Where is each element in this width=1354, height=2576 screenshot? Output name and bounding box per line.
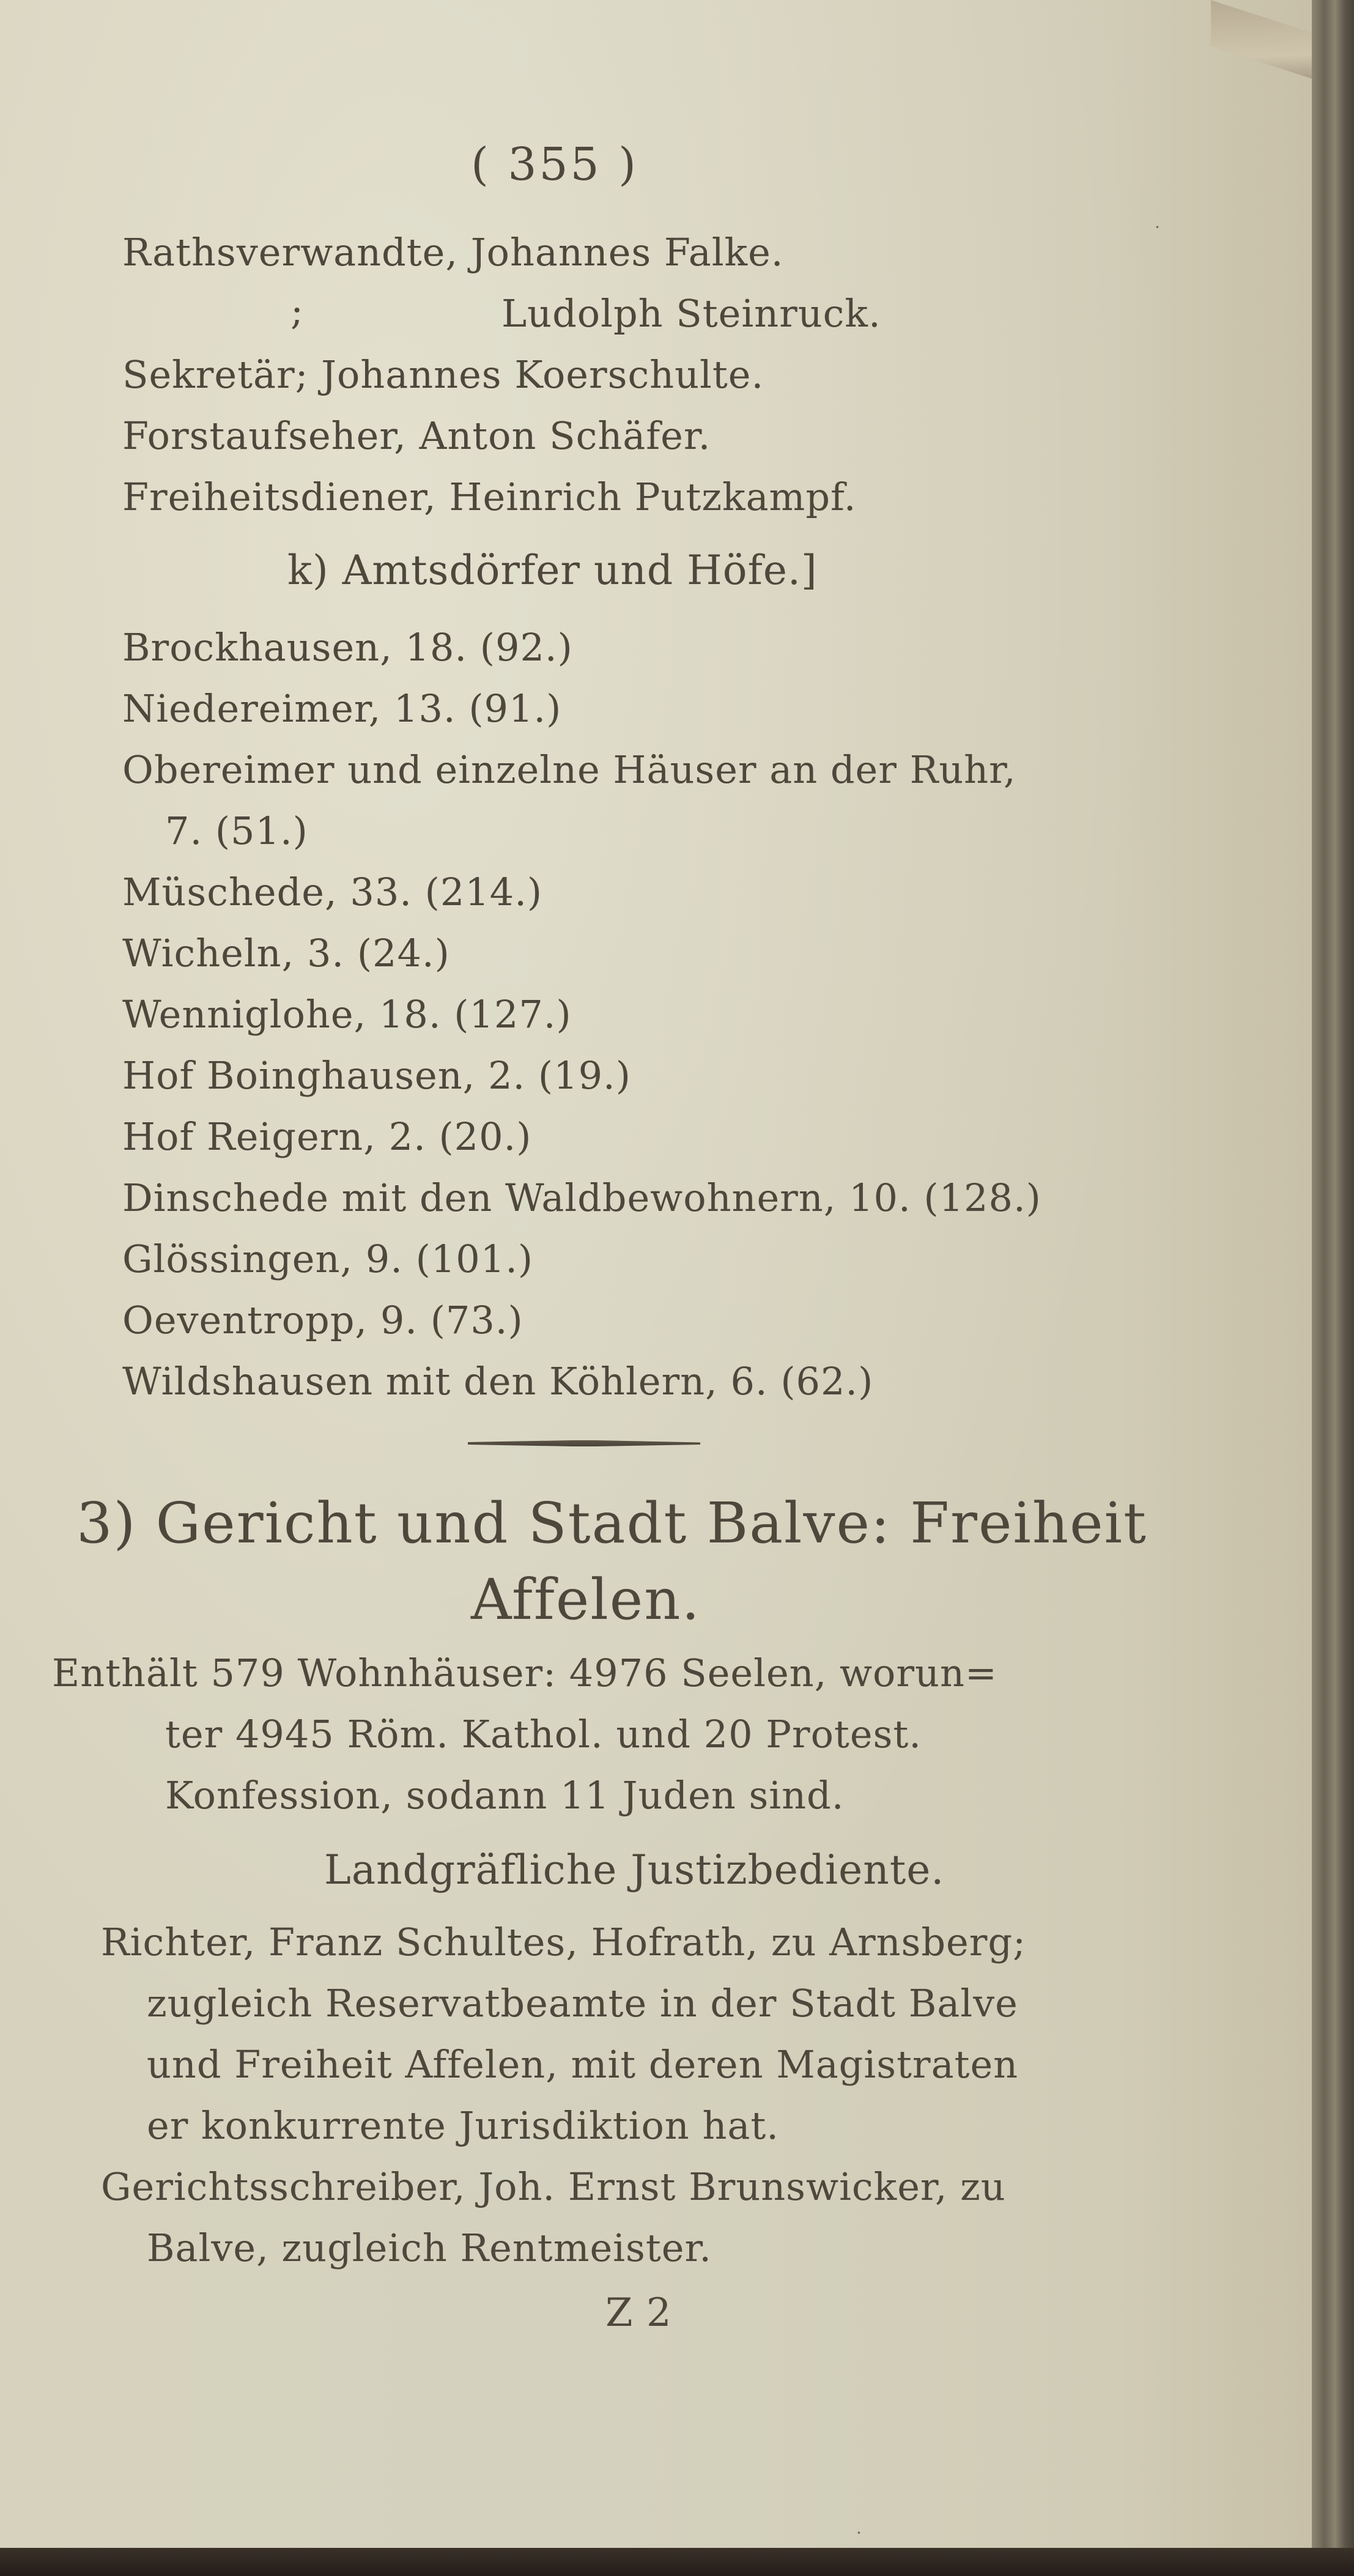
summary-line: Enthält 579 Wohnhäuser: 4976 Seelen, worun=: [52, 1651, 997, 1695]
justice-officials-heading: Landgräfliche Justizbediente.: [324, 1846, 945, 1893]
judge-entry-cont: er konkurrente Jurisdiktion hat.: [147, 2103, 779, 2148]
village-entry: Oeventropp, 9. (73.): [122, 1298, 523, 1342]
village-entry-continuation: 7. (51.): [165, 809, 308, 853]
signature-mark: Z 2: [605, 2290, 672, 2336]
village-entry: Hof Reigern, 2. (20.): [122, 1114, 532, 1159]
official-line: Sekretär; Johannes Koerschulte.: [122, 352, 764, 397]
book-binding-edge: [1312, 0, 1354, 2576]
summary-line: ter 4945 Röm. Kathol. und 20 Protest.: [165, 1712, 922, 1756]
ditto-mark: ;: [290, 289, 304, 333]
judge-entry-cont: zugleich Reservatbeamte in der Stadt Balve: [147, 1981, 1018, 2026]
page-corner-fold: [1211, 0, 1315, 80]
section-3-heading-cont: Affelen.: [471, 1567, 701, 1632]
village-entry: Niedereimer, 13. (91.): [122, 686, 562, 731]
judge-entry: Richter, Franz Schultes, Hofrath, zu Arnsberg;: [101, 1920, 1026, 1964]
section-3-heading: 3) Gericht und Stadt Balve: Freiheit: [76, 1490, 1147, 1556]
village-entry: Wicheln, 3. (24.): [122, 931, 450, 975]
village-entry: Hof Boinghausen, 2. (19.): [122, 1053, 631, 1098]
stray-print-mark: ·: [1155, 217, 1160, 237]
official-line: Rathsverwandte, Johannes Falke.: [122, 230, 784, 275]
village-entry: Dinschede mit den Waldbewohnern, 10. (128.): [122, 1175, 1041, 1220]
village-entry: Wenniglohe, 18. (127.): [122, 992, 572, 1037]
official-line: Freiheitsdiener, Heinrich Putzkampf.: [122, 475, 857, 519]
judge-entry-cont: und Freiheit Affelen, mit deren Magistraten: [147, 2042, 1019, 2087]
stray-print-mark: ·: [856, 2523, 862, 2543]
summary-line: Konfession, sodann 11 Juden sind.: [165, 1773, 845, 1818]
page-number: ( 355 ): [471, 138, 639, 191]
clerk-entry: Gerichtsschreiber, Joh. Ernst Brunswicker, zu: [101, 2164, 1006, 2209]
village-entry: Brockhausen, 18. (92.): [122, 625, 573, 670]
village-entry: Müschede, 33. (214.): [122, 870, 543, 914]
official-line: Ludolph Steinruck.: [501, 291, 881, 336]
village-entry: Glössingen, 9. (101.): [122, 1237, 534, 1281]
village-entry: Obereimer und einzelne Häuser an der Ruhr,: [122, 747, 1016, 792]
section-divider: [468, 1440, 700, 1446]
village-entry: Wildshausen mit den Köhlern, 6. (62.): [122, 1359, 874, 1404]
scan-bottom-edge: [0, 2548, 1354, 2576]
clerk-entry-cont: Balve, zugleich Rentmeister.: [147, 2226, 712, 2270]
official-line: Forstaufseher, Anton Schäfer.: [122, 413, 711, 458]
section-k-heading: k) Amtsdörfer und Höfe.]: [287, 547, 818, 594]
